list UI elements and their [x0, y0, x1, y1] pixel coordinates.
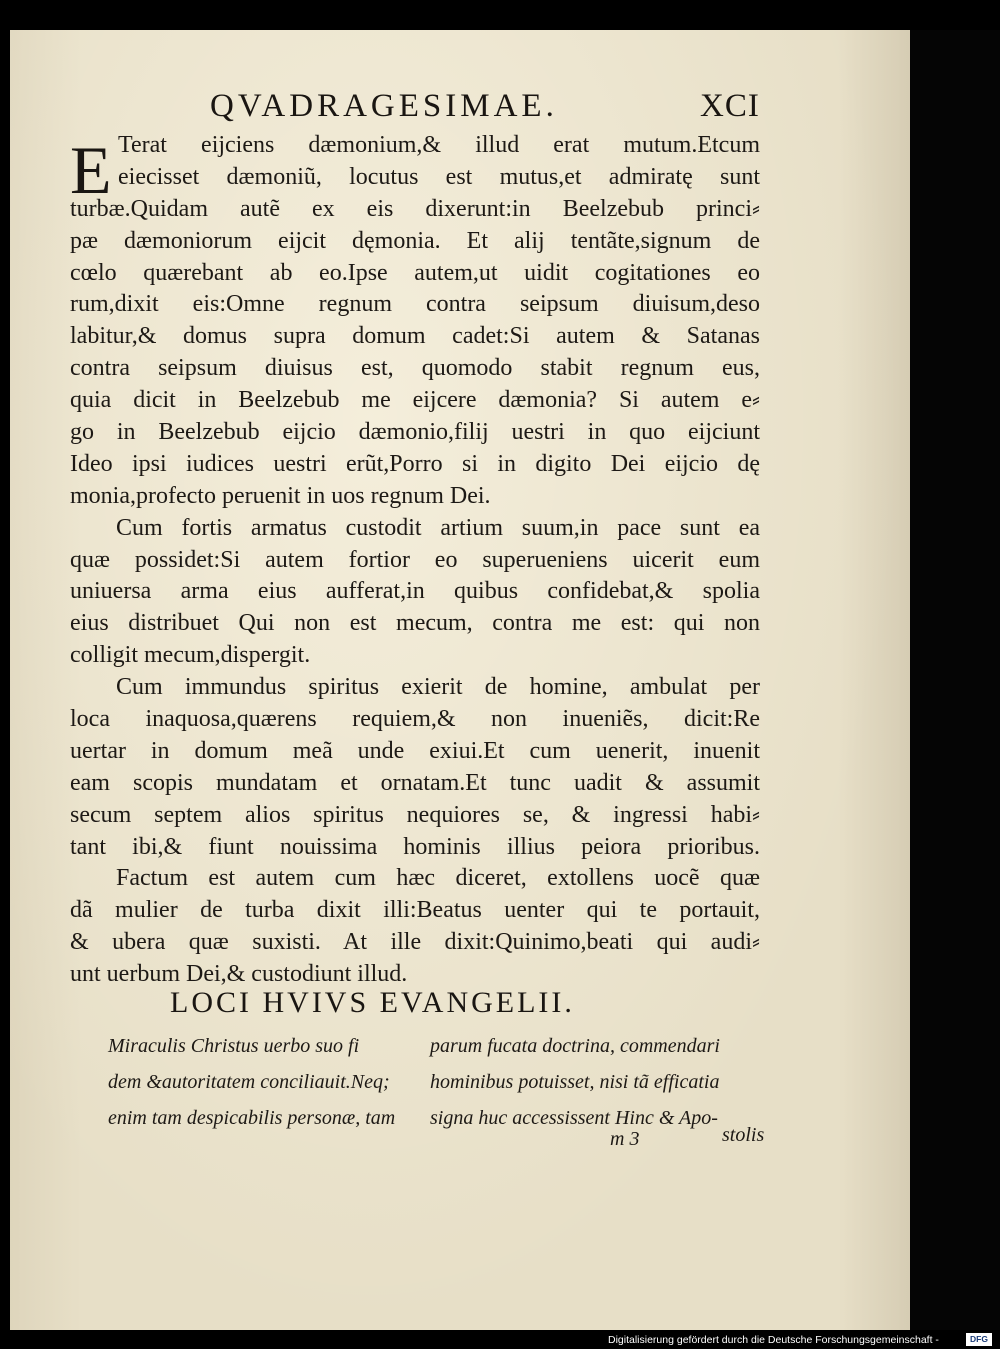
text-line: rum,dixit eis:Omne regnum contra seipsum diuisum,deso	[70, 291, 760, 318]
text-line: quæ possidet:Si autem fortior eo superueniens uicerit eum	[70, 546, 760, 573]
commentary-line: Miraculis Christus uerbo suo fi	[108, 1035, 360, 1057]
text-line: secum septem alios spiritus nequiores se, & ingressi habi⸗	[70, 801, 760, 828]
text-line: eius distribuet Qui non est mecum, contra me est: qui non	[70, 610, 760, 637]
catchword: stolis	[722, 1124, 765, 1146]
text-line: Cum fortis armatus custodit artium suum,in pace sunt ea	[116, 514, 760, 541]
section-heading: LOCI HVIVS EVANGELII.	[170, 986, 575, 1019]
text-line: Ideo ipsi iudices uestri erũt,Porro si in digito Dei eijcio dę	[70, 450, 760, 477]
commentary-line: signa huc accessissent Hinc & Apo-	[430, 1107, 718, 1129]
commentary-line: dem &autoritatem conciliauit.Neq;	[108, 1071, 390, 1093]
text-line: turbæ.Quidam autẽ ex eis dixerunt:in Beelzebub princi⸗	[70, 195, 760, 222]
text-line: contra seipsum diuisus est, quomodo stabit regnum eus,	[70, 355, 760, 382]
gospel-text	[70, 130, 760, 991]
text-line: quia dicit in Beelzebub me eijcere dæmonia? Si autem e⸗	[70, 387, 760, 414]
dfg-logo-icon: DFG	[966, 1333, 992, 1346]
text-line: Terat eijciens dæmonium,& illud erat mutum.Etcum	[118, 132, 760, 158]
text-line: labitur,& domus supra domum cadet:Si autem & Satanas	[70, 323, 760, 350]
text-line: uniuersa arma eius aufferat,in quibus confidebat,& spolia	[70, 578, 760, 605]
running-head: QVADRAGESIMAE.	[210, 88, 558, 124]
drop-initial: E	[70, 132, 112, 208]
text-line: unt uerbum Dei,& custodiunt illud.	[70, 961, 408, 988]
commentary-line: parum fucata doctrina, commendari	[430, 1035, 720, 1057]
text-line: & ubera quæ suxisti. At ille dixit:Quinimo,beati qui audi⸗	[70, 929, 760, 956]
scan-border	[910, 30, 1000, 1330]
text-line: Cum immundus spiritus exierit de homine, ambulat per	[116, 674, 760, 701]
folio-number: XCI	[700, 88, 760, 124]
commentary-line: hominibus potuisset, nisi tã efficatia	[430, 1071, 720, 1093]
text-line: eam scopis mundatam et ornatam.Et tunc uadit & assumit	[70, 769, 760, 796]
text-line: cœlo quærebant ab eo.Ipse autem,ut uidit cogitationes eo	[70, 259, 760, 286]
digitization-credit: Digitalisierung gefördert durch die Deutsche Forschungsgemeinschaft -	[608, 1334, 939, 1346]
text-line: go in Beelzebub eijcio dæmonio,filij uestri in quo eijciunt	[70, 419, 760, 446]
text-line: loca inaquosa,quærens requiem,& non inueniẽs, dicit:Re	[70, 706, 760, 733]
text-line: monia,profecto peruenit in uos regnum Dei.	[70, 482, 491, 509]
text-line: eiecisset dæmoniũ, locutus est mutus,et admiratę sunt	[118, 163, 760, 190]
commentary-right-column	[430, 1028, 770, 1136]
text-line: pæ dæmoniorum eijcit dęmonia. Et alij tentãte,signum de	[70, 227, 760, 254]
commentary-line: enim tam despicabilis personæ, tam	[108, 1107, 396, 1129]
text-line: tant ibi,& fiunt nouissima hominis illius peiora prioribus.	[70, 833, 760, 860]
signature-mark: m 3	[610, 1128, 640, 1150]
text-line: Factum est autem cum hæc diceret, extollens uocẽ quæ	[116, 865, 760, 892]
commentary-left-column	[108, 1028, 408, 1136]
text-line: dã mulier de turba dixit illi:Beatus uenter qui te portauit,	[70, 897, 760, 924]
text-line: colligit mecum,dispergit.	[70, 642, 311, 669]
text-line: uertar in domum meã unde exiui.Et cum uenerit, inuenit	[70, 737, 760, 764]
